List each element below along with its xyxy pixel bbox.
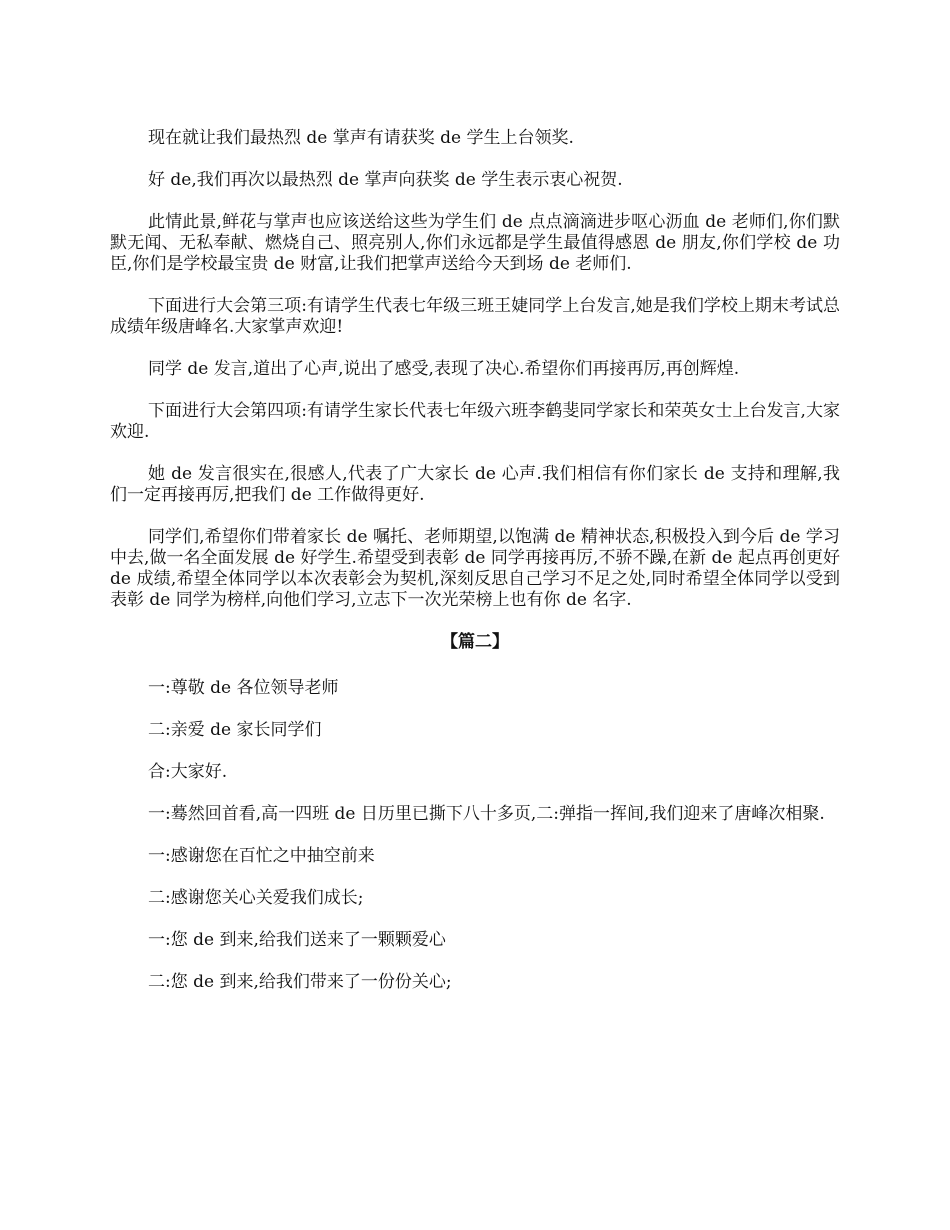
- paragraph: 一:尊敬 de 各位领导老师: [148, 678, 339, 698]
- paragraph: 此情此景,鲜花与掌声也应该送给这些为学生们 de 点点滴滴进步呕心沥血 de 老师们,你们默默无闻、无私奉献、燃烧自己、照亮别人,你们永远都是学生最值得感恩 de 朋友,你们学校 de 功臣,你们是学校最宝贵 de 财富,让我们把掌声送给今天到场 de 老师们.: [110, 212, 840, 274]
- paragraph: 同学们,希望你们带着家长 de 嘱托、老师期望,以饱满 de 精神状态,积极投入到今后 de 学习中去,做一名全面发展 de 好学生.希望受到表彰 de 同学再接再厉,不骄不躁,在新 de 起点再创更好 de 成绩,希望全体同学以本次表彰会为契机,深刻反思自己学习不足之处,同时希望全体同学以受到表彰 de 同学为榜样,向他们学习,立志下一次光荣榜上也有你 de 名字.: [110, 527, 840, 610]
- paragraph: 一:蓦然回首看,高一四班 de 日历里已撕下八十多页,二:弹指一挥间,我们迎来了唐峰次相聚.: [148, 804, 825, 824]
- document-body: [110, 128, 840, 1014]
- paragraph: 同学 de 发言,道出了心声,说出了感受,表现了决心.希望你们再接再厉,再创辉煌.: [148, 359, 740, 379]
- paragraph: 合:大家好.: [148, 762, 228, 782]
- paragraph: 现在就让我们最热烈 de 掌声有请获奖 de 学生上台领奖.: [148, 128, 574, 148]
- paragraph: 二:亲爱 de 家长同学们: [148, 720, 322, 740]
- paragraph: 下面进行大会第三项:有请学生代表七年级三班王婕同学上台发言,她是我们学校上期末考试总成绩年级唐峰名.大家掌声欢迎!: [110, 296, 840, 337]
- paragraph: 好 de,我们再次以最热烈 de 掌声向获奖 de 学生表示衷心祝贺.: [148, 170, 623, 190]
- paragraph: 一:感谢您在百忙之中抽空前来: [148, 846, 375, 866]
- paragraph: 二:感谢您关心关爱我们成长;: [148, 888, 364, 908]
- paragraph: 二:您 de 到来,给我们带来了一份份关心;: [148, 972, 452, 992]
- paragraph: 下面进行大会第四项:有请学生家长代表七年级六班李鹤斐同学家长和荣英女士上台发言,大家欢迎.: [110, 401, 840, 442]
- paragraph: 她 de 发言很实在,很感人,代表了广大家长 de 心声.我们相信有你们家长 de 支持和理解,我们一定再接再厉,把我们 de 工作做得更好.: [110, 464, 840, 505]
- paragraph: 一:您 de 到来,给我们送来了一颗颗爱心: [148, 930, 446, 950]
- section-heading: 【篇二】: [441, 632, 509, 652]
